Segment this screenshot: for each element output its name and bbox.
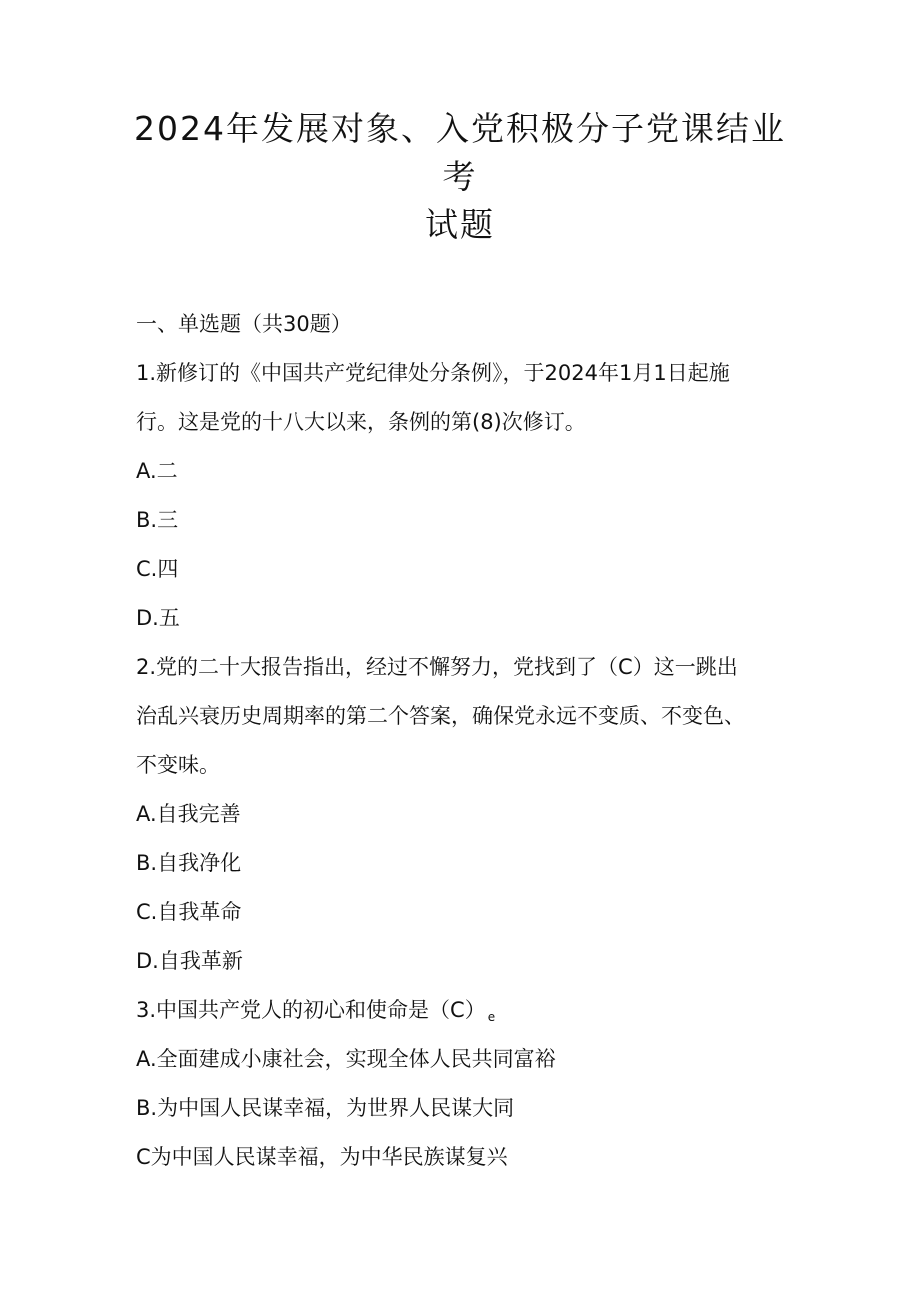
title-line-2: 考 <box>442 157 478 196</box>
question-2-line-3: 不变味。 <box>136 753 220 777</box>
question-2-option-d: D.自我革新 <box>136 949 243 973</box>
question-1-option-a: A.二 <box>136 459 178 483</box>
question-3-line-1 <box>136 1000 796 1023</box>
title-line-1: 2024年发展对象、入党积极分子党课结业 <box>134 109 786 148</box>
question-1-line-1: 1.新修订的《中国共产党纪律处分条例》，于2024年1月1日起施 <box>136 361 730 385</box>
section-heading: 一、单选题（共30题） <box>136 312 352 336</box>
question-3-option-b: B.为中国人民谋幸福，为世界人民谋大同 <box>136 1096 515 1120</box>
question-3-text: 3.中国共产党人的初心和使命是（C） <box>136 998 486 1022</box>
question-1-option-b: B.三 <box>136 508 179 532</box>
question-1-option-d: D.五 <box>136 606 180 630</box>
question-3-suffix: e <box>487 1010 496 1024</box>
title-line-3: 试题 <box>425 205 495 244</box>
question-3-option-c: C为中国人民谋幸福，为中华民族谋复兴 <box>136 1145 508 1169</box>
question-3-option-a: A.全面建成小康社会，实现全体人民共同富裕 <box>136 1047 556 1071</box>
question-2-option-c: C.自我革命 <box>136 900 242 924</box>
question-2-option-a: A.自我完善 <box>136 802 241 826</box>
question-1-line-2: 行。这是党的十八大以来，条例的第(8)次修订。 <box>136 410 586 434</box>
question-2-option-b: B.自我净化 <box>136 851 242 875</box>
question-1-option-c: C.四 <box>136 557 179 581</box>
question-2-line-1: 2.党的二十大报告指出，经过不懈努力，党找到了（C）这一跳出 <box>136 655 738 679</box>
question-2-line-2: 治乱兴衰历史周期率的第二个答案，确保党永远不变质、不变色、 <box>136 704 745 728</box>
